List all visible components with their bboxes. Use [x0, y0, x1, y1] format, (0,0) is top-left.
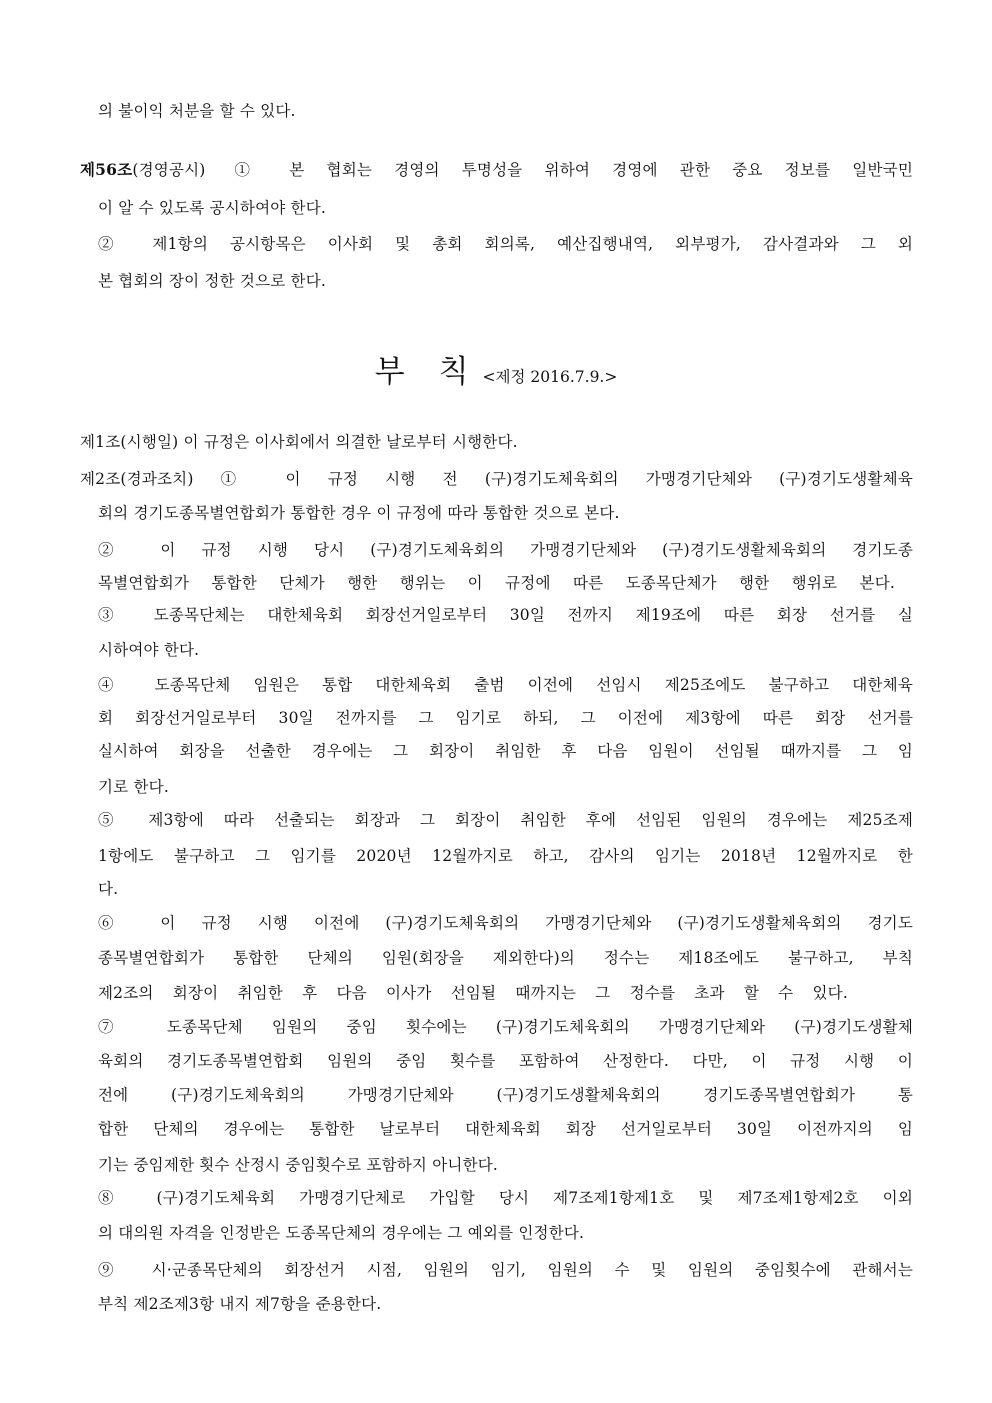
- addenda-line: 1항에도 불구하고 그 임기를 2020년 12월까지로 하고, 감사의 임기는 2018년 12월까지로 한: [98, 847, 913, 865]
- addenda-line: ④ 도종목단체 임원은 통합 대한체육회 출범 이전에 선임시 제25조에도 불구하고 대한체육: [98, 676, 913, 694]
- addenda-heading: [0, 352, 992, 397]
- addenda-line: 회 회장선거일로부터 30일 전까지를 그 임기로 하되, 그 이전에 제3항에 따른 회장 선거를: [98, 709, 913, 727]
- addenda-enactment-date: <제정 2016.7.9.>: [482, 368, 618, 386]
- addenda-line: ⑦ 도종목단체 임원의 중임 횟수에는 (구)경기도체육회의 가맹경기단체와 (구)경기도생활체: [98, 1018, 913, 1036]
- addenda-line: ⑧ (구)경기도체육회 가맹경기단체로 가입할 당시 제7조제1항제1호 및 제7조제1항제2호 이외: [98, 1189, 913, 1207]
- addenda-line: 제2조의 회장이 취임한 후 다음 이사가 선임될 때까지는 그 정수를 초과 할 수 있다.: [98, 984, 848, 1002]
- addenda-line: 기는 중임제한 횟수 산정시 중임횟수로 포함하지 아니한다.: [98, 1156, 499, 1174]
- addenda-line: 회의 경기도종목별연합회가 통합한 경우 이 규정에 따라 통합한 것으로 본다.: [98, 504, 620, 522]
- addenda-line: 다.: [98, 880, 119, 898]
- addenda-line: ⑨ 시·군종목단체의 회장선거 시점, 임원의 임기, 임원의 수 및 임원의 중임횟수에 관해서는: [98, 1261, 913, 1279]
- article-56-title: (경영공시): [132, 161, 206, 179]
- addenda-title-char-1: 부: [374, 354, 405, 390]
- addenda-line: 제2조(경과조치) ① 이 규정 시행 전 (구)경기도체육회의 가맹경기단체와 (구)경기도생활체육: [80, 470, 913, 488]
- addenda-line: ⑤ 제3항에 따라 선출되는 회장과 그 회장이 취임한 후에 선임된 임원의 경우에는 제25조제: [98, 811, 913, 829]
- addenda-line: ③ 도종목단체는 대한체육회 회장선거일로부터 30일 전까지 제19조에 따른 회장 선거를 실: [98, 606, 913, 624]
- continuation-text: 의 불이익 처분을 할 수 있다.: [98, 102, 296, 120]
- addenda-line: 합한 단체의 경우에는 통합한 날로부터 대한체육회 회장 선거일로부터 30일 이전까지의 임: [98, 1120, 913, 1138]
- article-56-paragraph-1-cont: 이 알 수 있도록 공시하여야 한다.: [98, 199, 327, 217]
- article-56-paragraph-2: ② 제1항의 공시항목은 이사회 및 총회 회의록, 예산집행내역, 외부평가, 감사결과와 그 외: [98, 235, 913, 253]
- article-56-paragraph-1: [80, 160, 913, 180]
- article-56-paragraph-2-cont: 본 협회의 장이 정한 것으로 한다.: [98, 272, 327, 290]
- addenda-line: 기로 한다.: [98, 778, 169, 796]
- addenda-line: 전에 (구)경기도체육회의 가맹경기단체와 (구)경기도생활체육회의 경기도종목별연합회가 통: [98, 1086, 913, 1104]
- addenda-line: 제1조(시행일) 이 규정은 이사회에서 의결한 날로부터 시행한다.: [80, 433, 518, 451]
- addenda-line: 종목별연합회가 통합한 단체의 임원(회장을 제외한다)의 정수는 제18조에도 불구하고, 부칙: [98, 949, 913, 967]
- addenda-line: 육회의 경기도종목별연합회 임원의 중임 횟수를 포함하여 산정한다. 다만, 이 규정 시행 이: [98, 1052, 913, 1070]
- article-56-label: 제56조: [80, 160, 133, 179]
- addenda-line: 부칙 제2조제3항 내지 제7항을 준용한다.: [98, 1295, 382, 1313]
- addenda-line: ② 이 규정 시행 당시 (구)경기도체육회의 가맹경기단체와 (구)경기도생활체육회의 경기도종: [98, 541, 913, 559]
- addenda-line: ⑥ 이 규정 시행 이전에 (구)경기도체육회의 가맹경기단체와 (구)경기도생활체육회의 경기도: [98, 914, 913, 932]
- addenda-line: 시하여야 한다.: [98, 641, 200, 659]
- addenda-title-char-2: 칙: [438, 354, 469, 390]
- addenda-line: 목별연합회가 통합한 단체가 행한 행위는 이 규정에 따른 도종목단체가 행한 행위로 본다.: [98, 574, 895, 592]
- article-56-p1-text: ① 본 협회는 경영의 투명성을 위하여 경영에 관한 중요 정보를 일반국민: [217, 161, 913, 179]
- addenda-line: 의 대의원 자격을 인정받은 도종목단체의 경우에는 그 예외를 인정한다.: [98, 1224, 585, 1242]
- addenda-line: 실시하여 회장을 선출한 경우에는 그 회장이 취임한 후 다음 임원이 선임될 때까지를 그 임: [98, 742, 913, 760]
